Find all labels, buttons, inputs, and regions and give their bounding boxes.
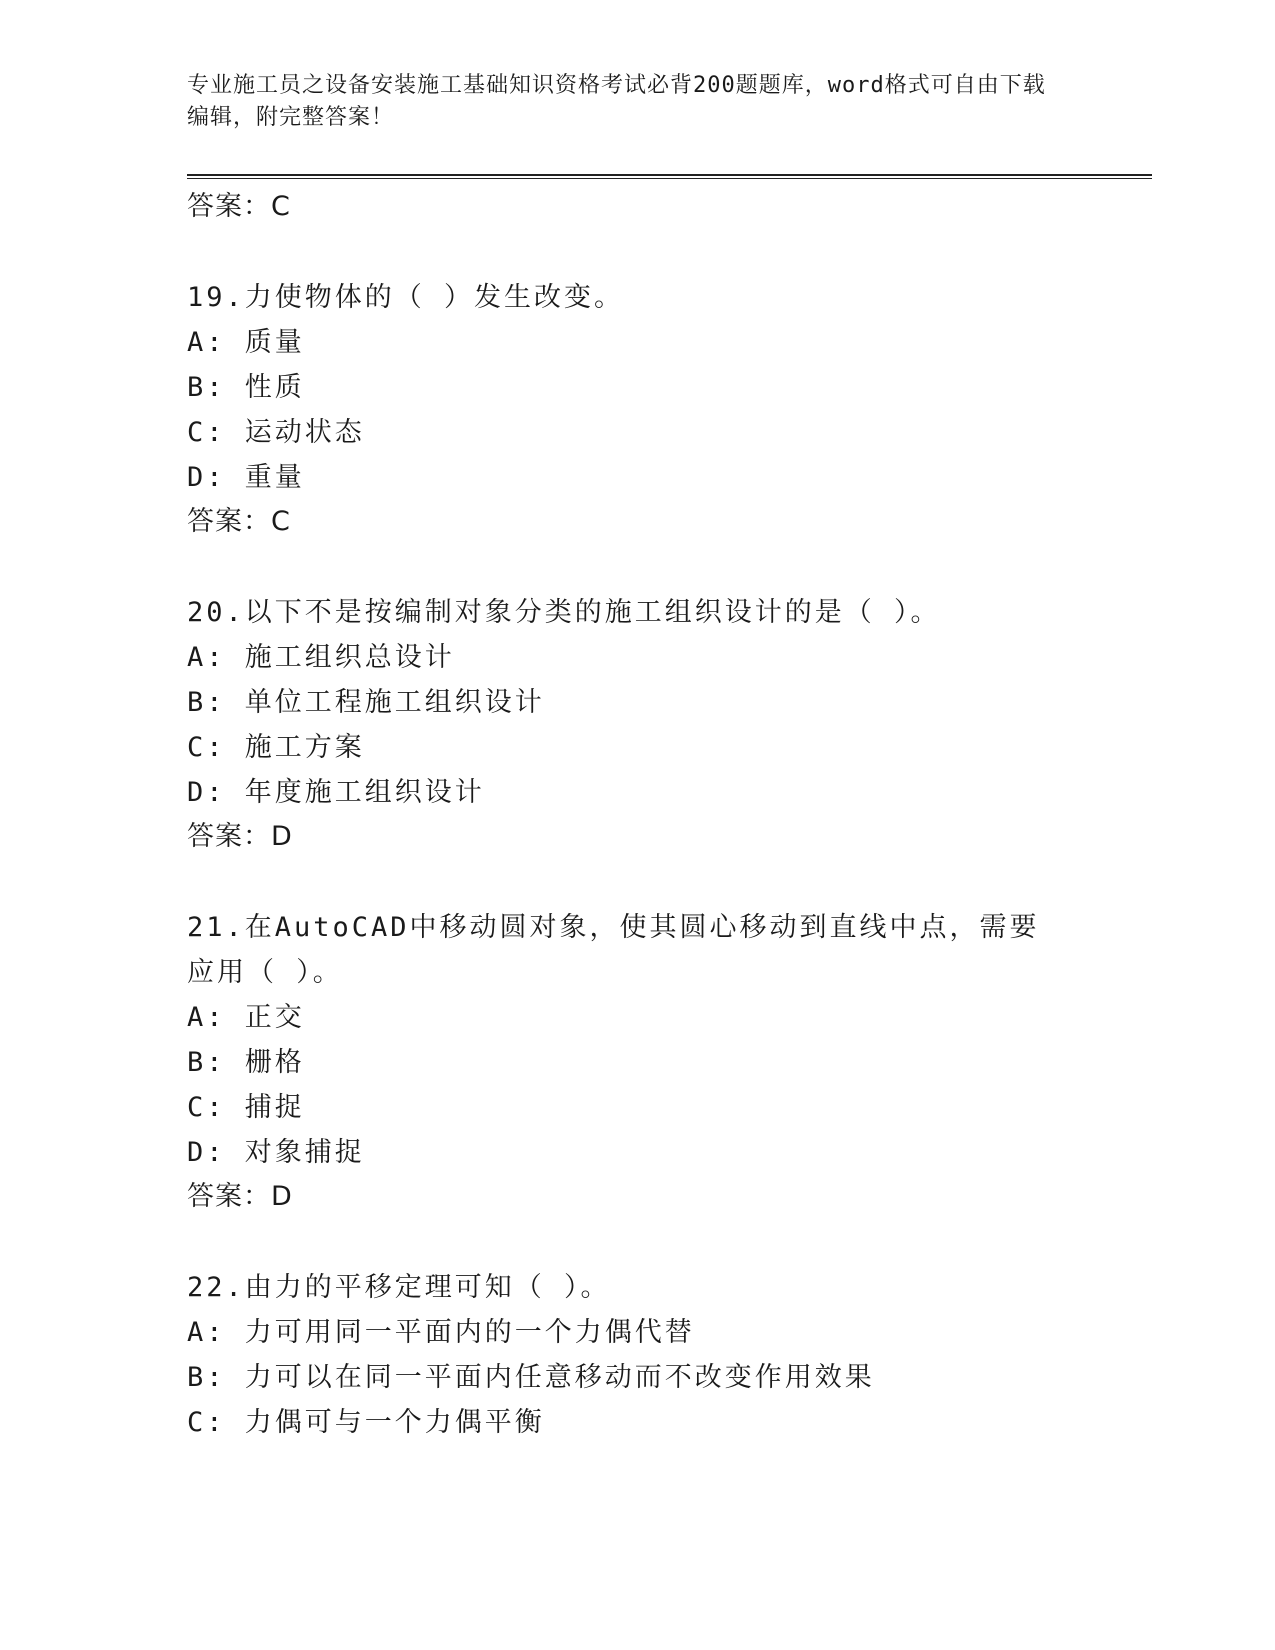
answer-option: B: 力可以在同一平面内任意移动而不改变作用效果 (187, 1362, 875, 1393)
answer-option: D: 年度施工组织设计 (187, 777, 485, 808)
answer-option: B: 栅格 (187, 1047, 305, 1078)
answer-option: A: 质量 (187, 327, 305, 358)
answer-option: D: 重量 (187, 462, 305, 493)
answer-option: A: 施工组织总设计 (187, 642, 455, 673)
question-list (187, 275, 1152, 1445)
answer-option: B: 性质 (187, 372, 305, 403)
answer-option: B: 单位工程施工组织设计 (187, 687, 545, 718)
document-page (187, 70, 1152, 1445)
answer-option: C: 运动状态 (187, 417, 365, 448)
answer-option: A: 正交 (187, 1002, 305, 1033)
answer-label: 答案：D (187, 821, 293, 852)
question-block (187, 275, 1152, 544)
header-divider (187, 174, 1152, 179)
answer-option: C: 捕捉 (187, 1092, 305, 1123)
answer-option: C: 力偶可与一个力偶平衡 (187, 1407, 545, 1438)
answer-option: C: 施工方案 (187, 732, 365, 763)
answer-label: 答案：C (187, 191, 291, 222)
answer-option: D: 对象捕捉 (187, 1137, 365, 1168)
answer-option: A: 力可用同一平面内的一个力偶代替 (187, 1317, 695, 1348)
question-block (187, 905, 1152, 1219)
document-header: 专业施工员之设备安装施工基础知识资格考试必背200题题库，word格式可自由下载编辑，附完整答案！ (187, 73, 1046, 130)
question-text: 19.力使物体的（ ）发生改变。 (187, 282, 625, 313)
question-text: 22.由力的平移定理可知（ ）。 (187, 1272, 611, 1303)
question-text: 21.在AutoCAD中移动圆对象，使其圆心移动到直线中点，需要应用（ ）。 (187, 912, 1040, 988)
question-block (187, 590, 1152, 859)
answer-label: 答案：D (187, 1181, 293, 1212)
question-text: 20.以下不是按编制对象分类的施工组织设计的是（ ）。 (187, 597, 941, 628)
question-block (187, 1265, 1152, 1445)
answer-label: 答案：C (187, 506, 291, 537)
